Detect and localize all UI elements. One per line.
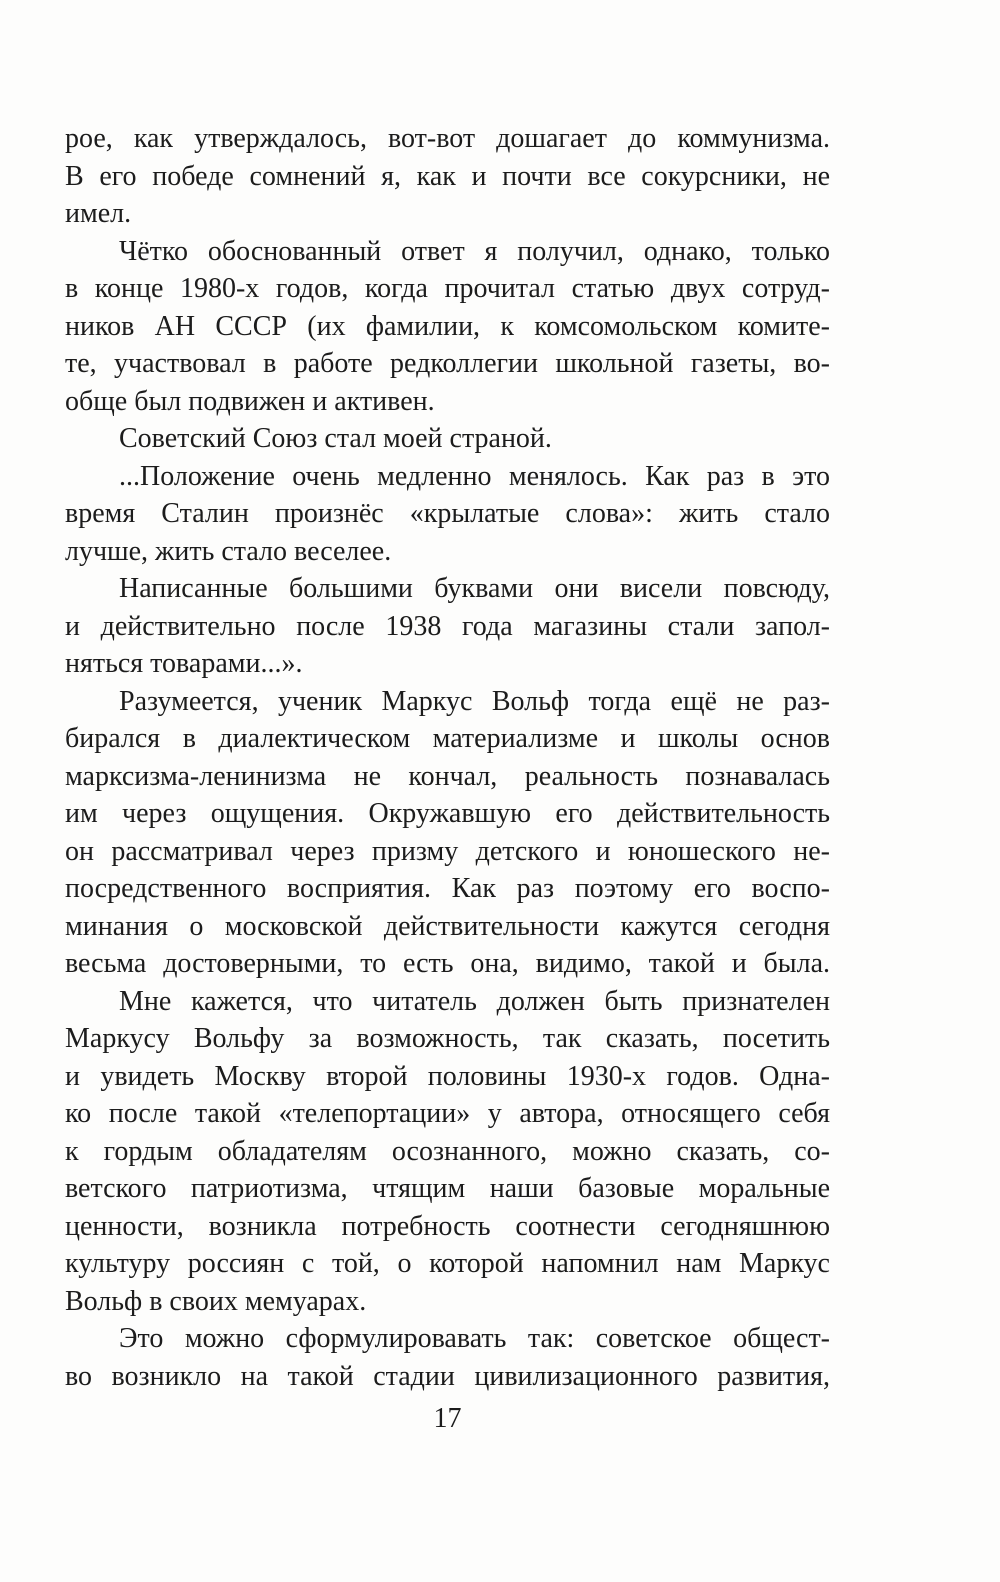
text-line: Чётко обоснованный ответ я получил, однако, только (119, 235, 830, 267)
paragraph (65, 233, 830, 421)
paragraph (65, 683, 830, 983)
text-line: марксизма-ленинизма не кончал, реальность познавалась (65, 760, 830, 792)
paragraph (65, 1320, 830, 1395)
text-line: те, участвовал в работе редколлегии школьной газеты, во- (65, 348, 830, 379)
text-line: и увидеть Москву второй половины 1930-х годов. Одна- (65, 1060, 830, 1092)
text-line: Вольф в своих мемуарах. (65, 1285, 367, 1317)
body-text (65, 120, 830, 1395)
text-line: в конце 1980-х годов, когда прочитал статью двух сотруд- (65, 273, 830, 304)
text-line: ценности, возникла потребность соотнести сегодняшнюю (65, 1210, 830, 1242)
text-line: им через ощущения. Окружавшую его действительность (65, 798, 830, 829)
text-line: во возникло на такой стадии цивилизационного развития, (65, 1360, 830, 1392)
text-line: он рассматривал через призму детского и юношеского не- (65, 835, 830, 867)
text-line: Это можно сформулировавать так: советское общест- (119, 1323, 830, 1354)
text-line: Написанные большими буквами они висели повсюду, (119, 573, 830, 604)
text-line: ветского патриотизма, чтящим наши базовые моральные (65, 1173, 830, 1204)
text-line: и действительно после 1938 года магазины стали запол- (65, 610, 830, 642)
text-line: Советский Союз стал моей страной. (119, 423, 552, 454)
text-line: В его победе сомнений я, как и почти все сокурсники, не (65, 160, 830, 192)
text-line: Разумеется, ученик Маркус Вольф тогда ещё не раз- (119, 685, 830, 717)
text-line: обще был подвижен и активен. (65, 385, 435, 417)
text-line: имел. (65, 198, 132, 229)
text-line: время Сталин произнёс «крылатые слова»: жить стало (65, 498, 830, 529)
paragraph (65, 458, 830, 571)
text-line: рое, как утверждалось, вот-вот дошагает до коммунизма. (65, 123, 830, 154)
text-line: весьма достоверными, то есть она, видимо, такой и была. (65, 948, 830, 979)
text-line: лучше, жить стало веселее. (65, 535, 392, 567)
text-line: культуру россиян с той, о которой напомнил нам Маркус (65, 1248, 830, 1279)
paragraph (65, 420, 830, 458)
text-line: Маркусу Вольфу за возможность, так сказать, посетить (65, 1023, 830, 1054)
text-line: ко после такой «телепортации» у автора, относящего себя (65, 1098, 830, 1129)
paragraph (65, 570, 830, 683)
text-line: минания о московской действительности кажутся сегодня (65, 910, 830, 942)
text-line: ников АН СССР (их фамилии, к комсомольском комите- (65, 310, 830, 342)
text-line: бирался в диалектическом материализме и школы основ (65, 723, 830, 754)
text-line: Мне кажется, что читатель должен быть признателен (119, 985, 830, 1017)
page-number: 17 (433, 1403, 462, 1434)
paragraph (65, 983, 830, 1321)
text-line: няться товарами...». (65, 648, 303, 679)
paragraph (65, 120, 830, 233)
text-line: посредственного восприятия. Как раз поэтому его воспо- (65, 873, 830, 904)
text-line: к гордым обладателям осознанного, можно сказать, со- (65, 1135, 830, 1167)
text-line: ...Положение очень медленно менялось. Как раз в это (119, 460, 830, 492)
